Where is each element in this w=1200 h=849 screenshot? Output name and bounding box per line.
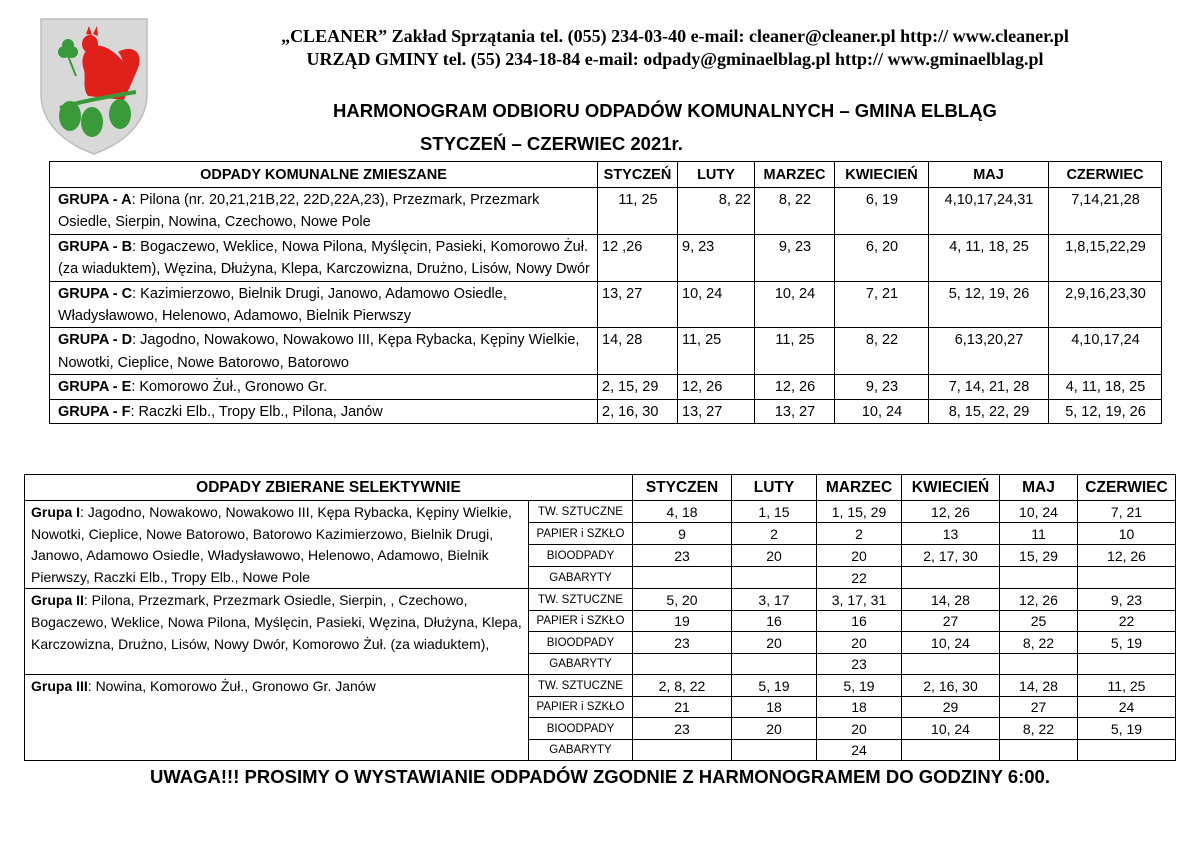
date-cell: 12, 26 <box>1078 545 1176 567</box>
date-cell: 11, 25 <box>1078 675 1176 697</box>
date-cell: 4, 11, 18, 25 <box>929 234 1049 281</box>
month-header: LUTY <box>732 475 817 501</box>
date-cell: 18 <box>732 696 817 718</box>
table-row <box>50 281 1162 328</box>
table-row <box>25 501 1176 523</box>
date-cell: 24 <box>1078 696 1176 718</box>
month-header: KWIECIEŃ <box>835 162 929 188</box>
group-areas: : Pilona, Przezmark, Przezmark Osiedle, Sierpin, , Czechowo, Bogaczewo, Weklice, Nowa Pilona, Myślęcin, Pasieki, Węzina, Dłużyna, Klepa, Karczowizna, Drużno, Lisów, Nowy Dwór, Komorowo Żuł. (za wiaduktem), <box>31 592 522 652</box>
page-title: HARMONOGRAM ODBIORU ODPADÓW KOMUNALNYCH – GMINA ELBLĄG <box>333 100 997 121</box>
month-header: MAJ <box>1000 475 1078 501</box>
date-cell: 22 <box>1078 610 1176 632</box>
date-cell: 14, 28 <box>902 589 1000 611</box>
date-cell: 27 <box>902 610 1000 632</box>
date-cell: 5, 19 <box>732 675 817 697</box>
date-cell: 23 <box>633 632 732 654</box>
date-cell: 11, 25 <box>598 188 678 235</box>
date-cell: 7, 21 <box>1078 501 1176 523</box>
date-cell: 10, 24 <box>902 632 1000 654</box>
date-cell: 2, 8, 22 <box>633 675 732 697</box>
date-cell: 5, 12, 19, 26 <box>1049 399 1162 423</box>
date-cell: 6, 19 <box>835 188 929 235</box>
date-cell: 6,13,20,27 <box>929 328 1049 375</box>
date-cell: 10, 24 <box>835 399 929 423</box>
date-cell: 2 <box>732 523 817 545</box>
date-cell: 8, 22 <box>835 328 929 375</box>
date-cell: 8, 22 <box>755 188 835 235</box>
group-label: Grupa III <box>31 678 88 695</box>
date-cell: 13, 27 <box>678 399 755 423</box>
table-row <box>50 188 1162 235</box>
date-cell: 5, 19 <box>1078 632 1176 654</box>
date-cell: 8, 22 <box>1000 718 1078 740</box>
date-cell: 13, 27 <box>598 281 678 328</box>
waste-category: TW. SZTUCZNE <box>529 501 633 523</box>
date-cell: 20 <box>817 718 902 740</box>
date-cell: 10, 24 <box>902 718 1000 740</box>
date-cell: 8, 15, 22, 29 <box>929 399 1049 423</box>
date-cell <box>902 653 1000 675</box>
date-cell: 7,14,21,28 <box>1049 188 1162 235</box>
waste-category: BIOODPADY <box>529 545 633 567</box>
date-cell: 7, 21 <box>835 281 929 328</box>
date-cell: 2,9,16,23,30 <box>1049 281 1162 328</box>
date-cell <box>1000 567 1078 589</box>
waste-category: GABARYTY <box>529 739 633 761</box>
table-header-row <box>25 475 1176 501</box>
group-areas: : Kazimierzowo, Bielnik Drugi, Janowo, Adamowo Osiedle, Władysławowo, Helenowo, Adamowo, Bielnik Pierwszy <box>58 285 507 325</box>
date-cell: 5, 19 <box>817 675 902 697</box>
date-cell: 20 <box>732 718 817 740</box>
group-cell <box>50 234 598 281</box>
group-areas: : Pilona (nr. 20,21,21B,22, 22D,22A,23), Przezmark, Przezmark Osiedle, Sierpin, Nowina, Czechowo, Nowe Pole <box>58 192 540 231</box>
date-cell: 10, 24 <box>755 281 835 328</box>
date-cell <box>1078 653 1176 675</box>
date-cell: 9, 23 <box>678 234 755 281</box>
waste-category: TW. SZTUCZNE <box>529 589 633 611</box>
date-cell: 1, 15 <box>732 501 817 523</box>
group-label: GRUPA - F <box>58 403 131 420</box>
date-cell: 5, 12, 19, 26 <box>929 281 1049 328</box>
date-cell <box>633 653 732 675</box>
date-cell: 1,8,15,22,29 <box>1049 234 1162 281</box>
date-cell: 14, 28 <box>598 328 678 375</box>
waste-category: BIOODPADY <box>529 632 633 654</box>
date-cell: 12, 26 <box>678 375 755 399</box>
month-header: KWIECIEŃ <box>902 475 1000 501</box>
waste-category: TW. SZTUCZNE <box>529 675 633 697</box>
date-cell: 1, 15, 29 <box>817 501 902 523</box>
group-label: GRUPA - B <box>58 238 133 255</box>
group-areas: : Jagodno, Nowakowo, Nowakowo III, Kępa Rybacka, Kępiny Wielkie, Nowotki, Cieplice, Nowe Batorowo, Batorowo Kazimierzowo, Bielnik Drugi, Janowo, Adamowo Osiedle, Władysławowo, Helenowo, Adamowo, Bielnik Pierwszy, Raczki Elb., Tropy Elb., Nowe Pole <box>31 504 512 585</box>
date-cell: 13, 27 <box>755 399 835 423</box>
date-cell: 7, 14, 21, 28 <box>929 375 1049 399</box>
date-cell: 5, 20 <box>633 589 732 611</box>
date-cell: 11, 25 <box>678 328 755 375</box>
date-cell: 12, 26 <box>755 375 835 399</box>
date-cell: 9, 23 <box>835 375 929 399</box>
date-cell: 20 <box>817 545 902 567</box>
table-row <box>50 375 1162 399</box>
date-cell: 12 ,26 <box>598 234 678 281</box>
selective-waste-table <box>24 474 1176 761</box>
table-row <box>50 399 1162 423</box>
table-row <box>25 675 1176 697</box>
date-cell: 23 <box>817 653 902 675</box>
group-label: GRUPA - C <box>58 285 133 302</box>
date-cell: 20 <box>817 632 902 654</box>
group-cell <box>50 281 598 328</box>
month-header: STYCZEN <box>633 475 732 501</box>
date-cell <box>1078 739 1176 761</box>
date-cell <box>732 653 817 675</box>
date-cell: 13 <box>902 523 1000 545</box>
group-cell <box>50 399 598 423</box>
date-cell: 10, 24 <box>678 281 755 328</box>
date-cell: 4,10,17,24,31 <box>929 188 1049 235</box>
waste-category: PAPIER i SZKŁO <box>529 610 633 632</box>
group-label: GRUPA - A <box>58 192 132 208</box>
date-cell <box>633 739 732 761</box>
table-row <box>50 234 1162 281</box>
date-cell: 22 <box>817 567 902 589</box>
date-cell: 23 <box>633 718 732 740</box>
date-cell: 9, 23 <box>755 234 835 281</box>
date-cell: 20 <box>732 632 817 654</box>
group-label: GRUPA - E <box>58 379 132 396</box>
date-cell: 10 <box>1078 523 1176 545</box>
date-cell: 6, 20 <box>835 234 929 281</box>
group-label: Grupa II <box>31 592 84 609</box>
waste-category: PAPIER i SZKŁO <box>529 696 633 718</box>
page-subtitle: STYCZEŃ – CZERWIEC 2021r. <box>420 133 683 154</box>
date-cell: 2, 17, 30 <box>902 545 1000 567</box>
date-cell: 19 <box>633 610 732 632</box>
date-cell: 25 <box>1000 610 1078 632</box>
month-header: LUTY <box>678 162 755 188</box>
group-areas: : Bogaczewo, Weklice, Nowa Pilona, Myślęcin, Pasieki, Komorowo Żuł. (za wiaduktem), Węzina, Dłużyna, Klepa, Karczowizna, Drużno, Lisów, Nowy Dwór <box>58 238 590 278</box>
waste-category: PAPIER i SZKŁO <box>529 523 633 545</box>
waste-category: GABARYTY <box>529 567 633 589</box>
group-label: Grupa I <box>31 504 81 520</box>
date-cell: 14, 28 <box>1000 675 1078 697</box>
date-cell <box>732 567 817 589</box>
date-cell: 23 <box>633 545 732 567</box>
mixed-waste-table <box>49 161 1162 424</box>
group-areas: : Raczki Elb., Tropy Elb., Pilona, Janów <box>130 403 383 420</box>
date-cell: 8, 22 <box>678 188 755 235</box>
date-cell: 4, 11, 18, 25 <box>1049 375 1162 399</box>
date-cell <box>902 739 1000 761</box>
date-cell: 9 <box>633 523 732 545</box>
warning-note: UWAGA!!! PROSIMY O WYSTAWIANIE ODPADÓW ZGODNIE Z HARMONOGRAMEM DO GODZINY 6:00. <box>149 766 1050 787</box>
date-cell <box>633 567 732 589</box>
date-cell: 24 <box>817 739 902 761</box>
date-cell <box>1000 739 1078 761</box>
date-cell <box>1000 653 1078 675</box>
month-header: STYCZEŃ <box>598 162 678 188</box>
date-cell: 16 <box>732 610 817 632</box>
group-cell <box>50 188 598 235</box>
date-cell: 2, 16, 30 <box>902 675 1000 697</box>
date-cell: 11, 25 <box>755 328 835 375</box>
date-cell: 27 <box>1000 696 1078 718</box>
month-header: MARZEC <box>755 162 835 188</box>
date-cell: 8, 22 <box>1000 632 1078 654</box>
date-cell: 2, 16, 30 <box>598 399 678 423</box>
date-cell: 12, 26 <box>902 501 1000 523</box>
date-cell: 10, 24 <box>1000 501 1078 523</box>
date-cell: 11 <box>1000 523 1078 545</box>
date-cell: 18 <box>817 696 902 718</box>
group-cell <box>25 501 529 589</box>
date-cell: 3, 17, 31 <box>817 589 902 611</box>
table-row <box>25 589 1176 611</box>
date-cell: 3, 17 <box>732 589 817 611</box>
date-cell: 21 <box>633 696 732 718</box>
date-cell: 2 <box>817 523 902 545</box>
month-header: CZERWIEC <box>1078 475 1176 501</box>
date-cell <box>732 739 817 761</box>
contact-line-cleaner: „CLEANER” Zakład Sprzątania tel. (055) 234-03-40 e-mail: cleaner@cleaner.pl http:// www.cleaner.pl <box>281 26 1069 46</box>
mixed-heading: ODPADY KOMUNALNE ZMIESZANE <box>50 162 598 188</box>
coat-of-arms <box>38 16 150 156</box>
group-label: GRUPA - D <box>58 332 133 349</box>
table-row <box>50 328 1162 375</box>
group-areas: : Nowina, Komorowo Żuł., Gronowo Gr. Janów <box>87 678 376 695</box>
month-header: CZERWIEC <box>1049 162 1162 188</box>
date-cell: 5, 19 <box>1078 718 1176 740</box>
month-header: MARZEC <box>817 475 902 501</box>
group-areas: : Komorowo Żuł., Gronowo Gr. <box>131 379 328 396</box>
selective-heading: ODPADY ZBIERANE SELEKTYWNIE <box>25 475 633 501</box>
date-cell: 29 <box>902 696 1000 718</box>
contact-line-gmina: URZĄD GMINY tel. (55) 234-18-84 e-mail: odpady@gminaelblag.pl http:// www.gminaelblag.pl <box>306 49 1044 69</box>
group-cell <box>50 328 598 375</box>
date-cell: 20 <box>732 545 817 567</box>
waste-category: GABARYTY <box>529 653 633 675</box>
date-cell <box>1078 567 1176 589</box>
date-cell: 4,10,17,24 <box>1049 328 1162 375</box>
waste-category: BIOODPADY <box>529 718 633 740</box>
group-cell <box>25 589 529 675</box>
date-cell: 12, 26 <box>1000 589 1078 611</box>
date-cell <box>902 567 1000 589</box>
group-areas: : Jagodno, Nowakowo, Nowakowo III, Kępa Rybacka, Kępiny Wielkie, Nowotki, Cieplice, Nowe Batorowo, Batorowo <box>58 332 580 371</box>
month-header: MAJ <box>929 162 1049 188</box>
date-cell: 2, 15, 29 <box>598 375 678 399</box>
date-cell: 9, 23 <box>1078 589 1176 611</box>
date-cell: 15, 29 <box>1000 545 1078 567</box>
group-cell <box>25 675 529 761</box>
group-cell <box>50 375 598 399</box>
date-cell: 4, 18 <box>633 501 732 523</box>
table-header-row <box>50 162 1162 188</box>
date-cell: 16 <box>817 610 902 632</box>
